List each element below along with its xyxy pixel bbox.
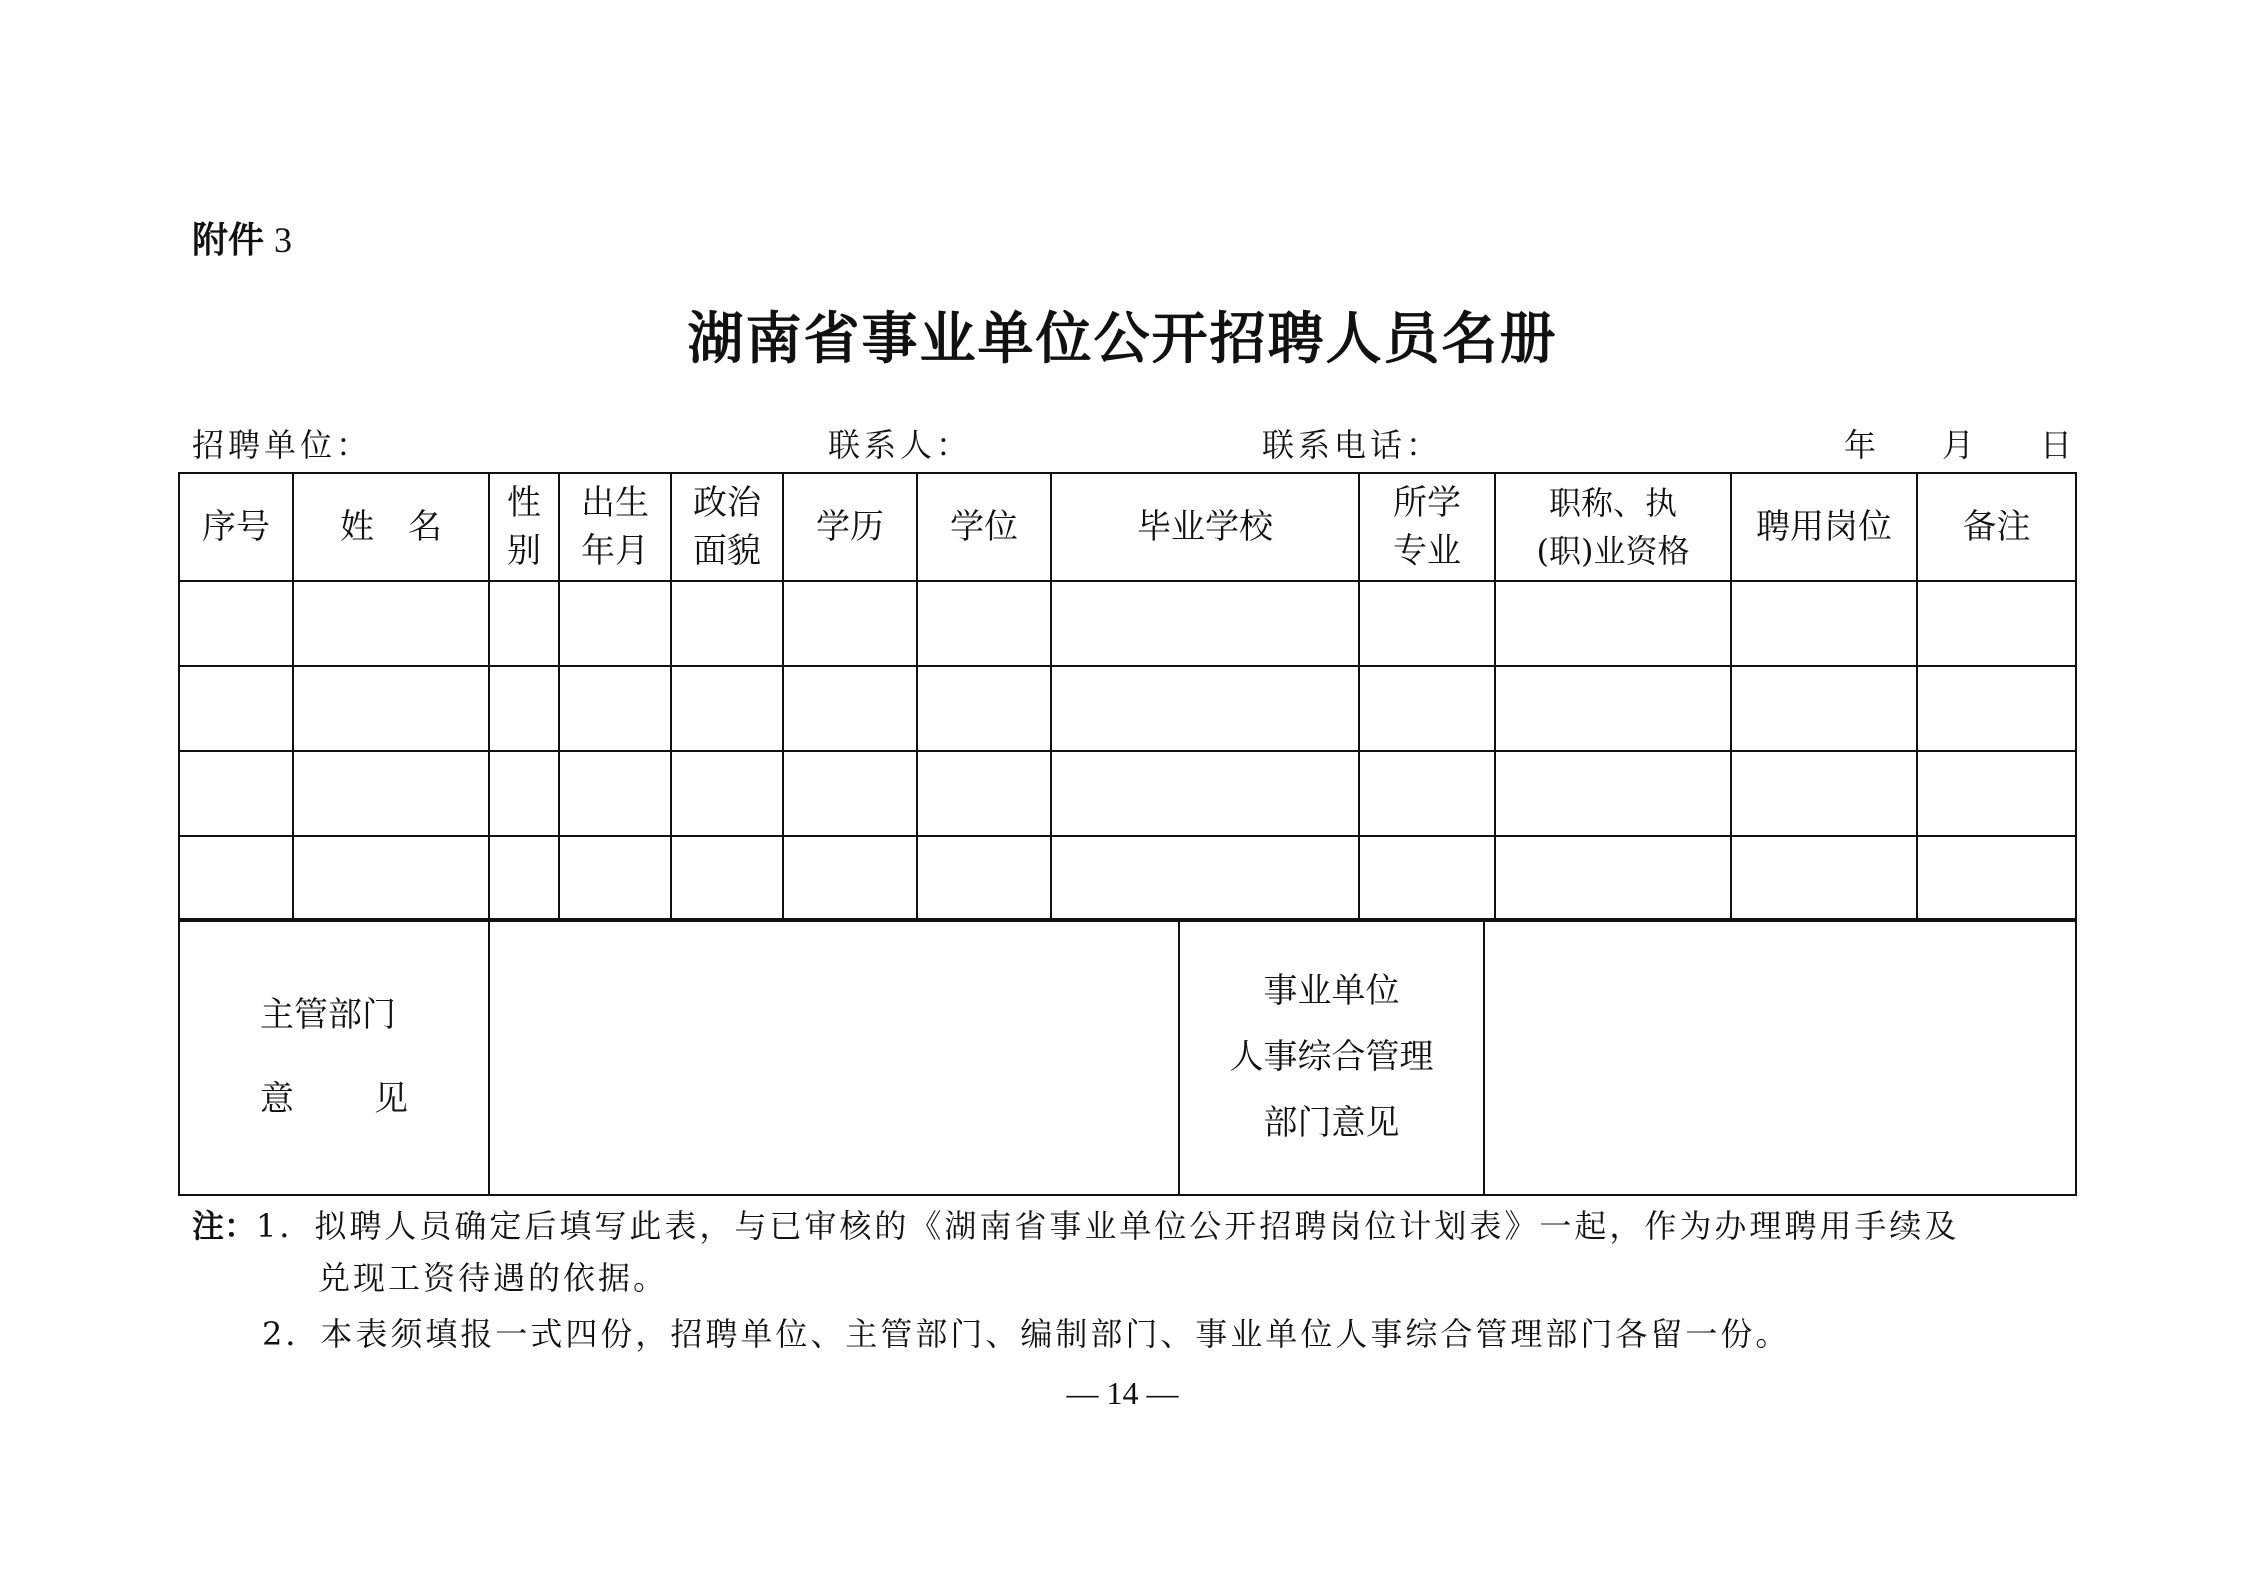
blank-cell[interactable] [917, 751, 1051, 836]
hr-department-opinion-field[interactable] [1484, 919, 2076, 1195]
blank-cell[interactable] [179, 751, 293, 836]
blank-cell[interactable] [1917, 751, 2076, 836]
attachment-label [192, 212, 292, 263]
page-number: — 14 — [1066, 1375, 1179, 1411]
blank-cell[interactable] [917, 666, 1051, 751]
header-cell: 学位 [917, 473, 1051, 581]
blank-cell[interactable] [293, 581, 489, 666]
blank-cell[interactable] [783, 836, 917, 921]
blank-cell[interactable] [293, 836, 489, 921]
header-cell: 出生 年月 [559, 473, 671, 581]
blank-cell[interactable] [671, 751, 783, 836]
header-cell: 政治 面貌 [671, 473, 783, 581]
blank-cell[interactable] [671, 836, 783, 921]
blank-cell[interactable] [1917, 836, 2076, 921]
blank-cell[interactable] [1731, 751, 1917, 836]
blank-cell[interactable] [489, 581, 559, 666]
blank-cell[interactable] [1495, 836, 1731, 921]
blank-cell[interactable] [1051, 751, 1359, 836]
month-label: 月 [1942, 426, 1975, 464]
blank-cell[interactable] [1495, 751, 1731, 836]
blank-cell[interactable] [1917, 666, 2076, 751]
blank-cell[interactable] [1051, 666, 1359, 751]
table-row [179, 666, 2076, 751]
attachment-text: 附件 [192, 220, 265, 261]
blank-cell[interactable] [293, 751, 489, 836]
table-row [179, 581, 2076, 666]
opinion-table [178, 918, 2077, 1196]
blank-cell[interactable] [1359, 581, 1495, 666]
blank-cell[interactable] [783, 581, 917, 666]
hr-department-opinion-label: 事业单位 人事综合管理 部门意见 [1179, 919, 1484, 1195]
blank-cell[interactable] [671, 581, 783, 666]
table-row [179, 751, 2076, 836]
blank-cell[interactable] [1731, 581, 1917, 666]
blank-cell[interactable] [1495, 581, 1731, 666]
blank-cell[interactable] [783, 751, 917, 836]
notes-section [192, 1200, 1959, 1360]
date-fields [1838, 420, 2072, 466]
blank-cell[interactable] [179, 581, 293, 666]
note-1-continued: 兑现工资待遇的依据。 [318, 1259, 669, 1297]
recruiting-unit-label: 招聘单位： [192, 426, 373, 464]
note-2: 2．本表须填报一式四份，招聘单位、主管部门、编制部门、事业单位人事综合管理部门各留一份。 [262, 1315, 1791, 1353]
note-1: 1．拟聘人员确定后填写此表，与已审核的《湖南省事业单位公开招聘岗位计划表》一起，作为办理聘用手续及 [256, 1207, 1960, 1245]
contact-phone-label: 联系电话： [1262, 426, 1443, 464]
blank-cell[interactable] [917, 836, 1051, 921]
header-cell: 备注 [1917, 473, 2076, 581]
blank-cell[interactable] [1495, 666, 1731, 751]
roster-table [178, 472, 2077, 922]
header-cell: 职称、执 (职)业资格 [1495, 473, 1731, 581]
blank-cell[interactable] [179, 836, 293, 921]
blank-cell[interactable] [1359, 751, 1495, 836]
blank-cell[interactable] [489, 836, 559, 921]
blank-cell[interactable] [559, 836, 671, 921]
blank-cell[interactable] [179, 666, 293, 751]
header-cell: 毕业学校 [1051, 473, 1359, 581]
blank-cell[interactable] [1051, 836, 1359, 921]
page-title: 湖南省事业单位公开招聘人员名册 [687, 306, 1558, 372]
blank-cell[interactable] [489, 751, 559, 836]
blank-cell[interactable] [1359, 666, 1495, 751]
header-cell: 姓 名 [293, 473, 489, 581]
table-row [179, 836, 2076, 921]
supervisor-opinion-field[interactable] [489, 919, 1179, 1195]
contact-person-label: 联系人： [828, 426, 973, 464]
blank-cell[interactable] [559, 666, 671, 751]
header-cell: 性 别 [489, 473, 559, 581]
blank-cell[interactable] [1359, 836, 1495, 921]
header-cell: 学历 [783, 473, 917, 581]
table-header-row [179, 473, 2076, 581]
blank-cell[interactable] [783, 666, 917, 751]
supervisor-opinion-label: 主管部门 意 见 [179, 919, 489, 1195]
header-cell: 所学 专业 [1359, 473, 1495, 581]
notes-lead: 注： [192, 1207, 257, 1245]
header-cell: 序号 [179, 473, 293, 581]
blank-cell[interactable] [1731, 836, 1917, 921]
attachment-number: 3 [274, 220, 293, 260]
header-cell: 聘用岗位 [1731, 473, 1917, 581]
blank-cell[interactable] [1917, 581, 2076, 666]
blank-cell[interactable] [559, 581, 671, 666]
blank-cell[interactable] [1051, 581, 1359, 666]
blank-cell[interactable] [1731, 666, 1917, 751]
blank-cell[interactable] [917, 581, 1051, 666]
blank-cell[interactable] [489, 666, 559, 751]
blank-cell[interactable] [671, 666, 783, 751]
blank-cell[interactable] [293, 666, 489, 751]
year-label: 年 [1844, 426, 1877, 464]
day-label: 日 [2040, 426, 2073, 464]
blank-cell[interactable] [559, 751, 671, 836]
